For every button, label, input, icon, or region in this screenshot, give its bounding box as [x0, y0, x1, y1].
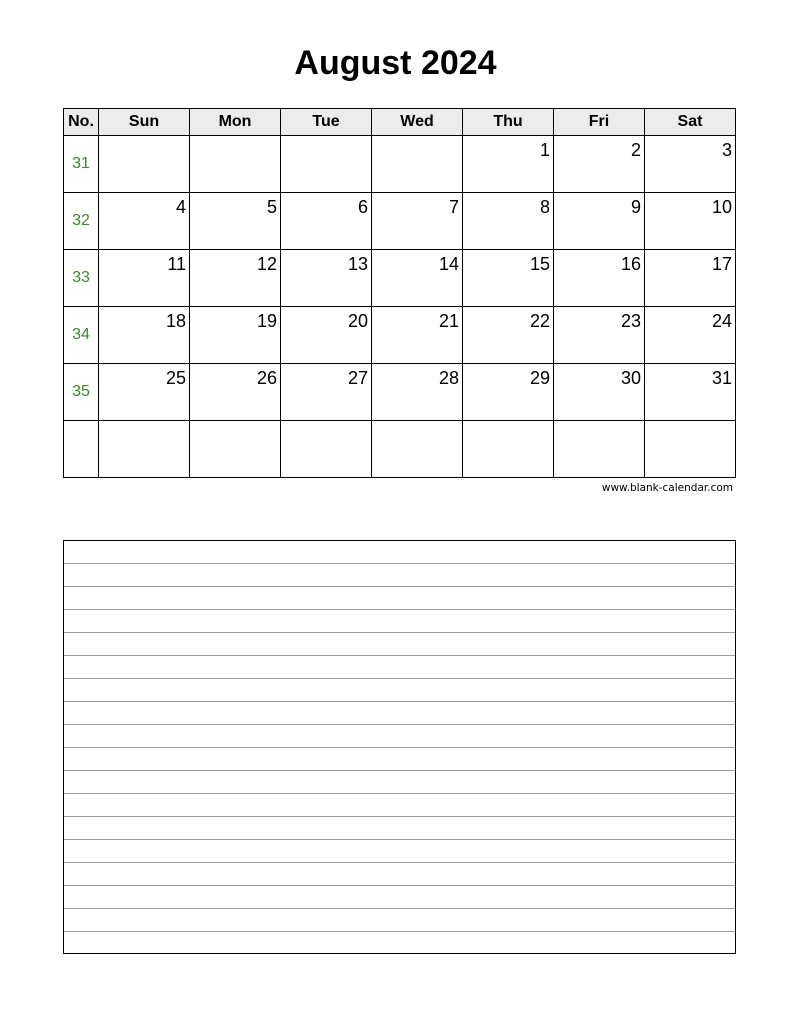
day-number: 10 [711, 197, 732, 217]
day-number: 2 [630, 140, 641, 160]
day-cell-sun[interactable] [99, 136, 190, 193]
day-number: 6 [357, 197, 368, 217]
header-thu: Thu [463, 109, 554, 136]
header-week-number: No. [64, 109, 99, 136]
day-number: 7 [448, 197, 459, 217]
week-number [64, 421, 99, 478]
week-row [64, 136, 736, 193]
week-number: 32 [64, 193, 99, 250]
week-row [64, 307, 736, 364]
header-mon: Mon [190, 109, 281, 136]
day-cell-sun[interactable] [99, 250, 190, 307]
day-number [281, 136, 371, 139]
day-cell-thu[interactable] [463, 364, 554, 421]
day-cell-wed[interactable] [372, 307, 463, 364]
day-cell-thu[interactable] [463, 250, 554, 307]
day-number [463, 421, 553, 424]
week-number: 35 [64, 364, 99, 421]
day-cell-wed[interactable] [372, 250, 463, 307]
day-number: 19 [256, 311, 277, 331]
day-number: 18 [165, 311, 186, 331]
day-cell-tue[interactable] [281, 364, 372, 421]
day-number: 27 [347, 368, 368, 388]
header-sat: Sat [645, 109, 736, 136]
day-number: 4 [175, 197, 186, 217]
day-cell-sun[interactable] [99, 307, 190, 364]
day-number [372, 136, 462, 139]
day-number: 9 [630, 197, 641, 217]
week-row [64, 421, 736, 478]
week-number: 31 [64, 136, 99, 193]
day-number: 29 [529, 368, 550, 388]
day-cell-sat[interactable] [645, 364, 736, 421]
day-number: 8 [539, 197, 550, 217]
day-number: 30 [620, 368, 641, 388]
day-number [190, 136, 280, 139]
day-cell-sun[interactable] [99, 193, 190, 250]
day-cell-thu[interactable] [463, 136, 554, 193]
day-number [554, 421, 644, 424]
day-cell-fri[interactable] [554, 136, 645, 193]
week-number: 34 [64, 307, 99, 364]
day-number: 25 [165, 368, 186, 388]
day-number: 21 [438, 311, 459, 331]
header-sun: Sun [99, 109, 190, 136]
day-number: 31 [711, 368, 732, 388]
day-number [645, 421, 735, 424]
day-number [281, 421, 371, 424]
day-number: 23 [620, 311, 641, 331]
day-cell-sat[interactable] [645, 421, 736, 478]
header-wed: Wed [372, 109, 463, 136]
day-cell-wed[interactable] [372, 136, 463, 193]
day-cell-sat[interactable] [645, 307, 736, 364]
day-number: 28 [438, 368, 459, 388]
week-row [64, 193, 736, 250]
day-number: 5 [266, 197, 277, 217]
day-number: 11 [167, 254, 186, 274]
day-cell-thu[interactable] [463, 307, 554, 364]
day-cell-mon[interactable] [190, 307, 281, 364]
day-number: 20 [347, 311, 368, 331]
calendar-grid [63, 108, 736, 478]
week-number: 33 [64, 250, 99, 307]
header-fri: Fri [554, 109, 645, 136]
day-number [99, 421, 189, 424]
day-cell-mon[interactable] [190, 421, 281, 478]
week-row [64, 250, 736, 307]
day-cell-wed[interactable] [372, 193, 463, 250]
day-cell-sat[interactable] [645, 250, 736, 307]
day-number: 3 [721, 140, 732, 160]
day-cell-mon[interactable] [190, 193, 281, 250]
day-cell-tue[interactable] [281, 250, 372, 307]
day-number: 22 [529, 311, 550, 331]
day-number [372, 421, 462, 424]
day-number: 16 [620, 254, 641, 274]
day-cell-sun[interactable] [99, 421, 190, 478]
day-cell-wed[interactable] [372, 364, 463, 421]
day-cell-mon[interactable] [190, 250, 281, 307]
day-cell-tue[interactable] [281, 193, 372, 250]
day-cell-sun[interactable] [99, 364, 190, 421]
day-cell-fri[interactable] [554, 250, 645, 307]
day-cell-sat[interactable] [645, 136, 736, 193]
day-number: 26 [256, 368, 277, 388]
day-number: 1 [539, 140, 550, 160]
day-number [99, 136, 189, 139]
day-number: 14 [438, 254, 459, 274]
day-cell-fri[interactable] [554, 307, 645, 364]
day-cell-fri[interactable] [554, 193, 645, 250]
day-cell-mon[interactable] [190, 136, 281, 193]
day-cell-sat[interactable] [645, 193, 736, 250]
week-row [64, 364, 736, 421]
day-cell-thu[interactable] [463, 193, 554, 250]
day-cell-fri[interactable] [554, 364, 645, 421]
day-number: 24 [711, 311, 732, 331]
header-tue: Tue [281, 109, 372, 136]
day-cell-tue[interactable] [281, 136, 372, 193]
day-cell-thu[interactable] [463, 421, 554, 478]
source-url: www.blank-calendar.com [601, 482, 733, 494]
notes-area[interactable] [63, 540, 736, 954]
day-number [190, 421, 280, 424]
calendar-title: August 2024 [294, 44, 497, 82]
day-number: 15 [529, 254, 550, 274]
calendar-body [64, 136, 736, 478]
day-number: 12 [256, 254, 277, 274]
header-row [64, 109, 736, 136]
day-cell-tue[interactable] [281, 421, 372, 478]
day-cell-mon[interactable] [190, 364, 281, 421]
day-cell-tue[interactable] [281, 307, 372, 364]
day-cell-wed[interactable] [372, 421, 463, 478]
day-cell-fri[interactable] [554, 421, 645, 478]
day-number: 17 [711, 254, 732, 274]
day-number: 13 [347, 254, 368, 274]
